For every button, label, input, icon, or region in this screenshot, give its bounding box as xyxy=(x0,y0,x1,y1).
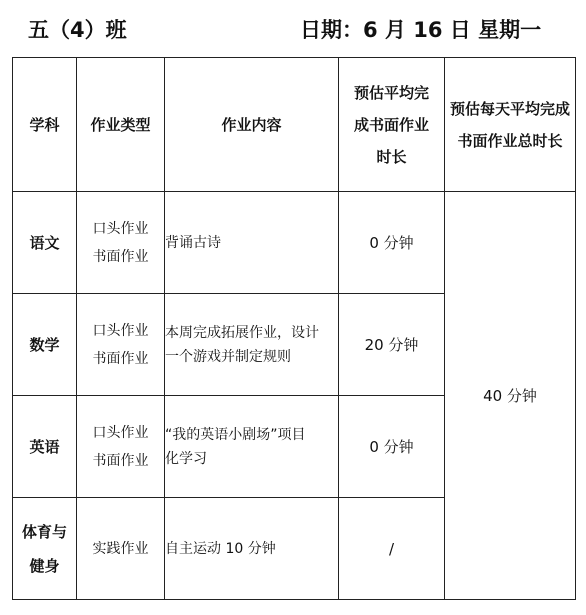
duration-cell: / xyxy=(339,498,445,600)
type-label: 书面作业 xyxy=(92,350,149,367)
content-cell xyxy=(165,192,339,294)
class-name: 五（4）班 xyxy=(28,18,127,42)
header-total-time-line: 书面作业总时长 xyxy=(457,131,563,150)
header-avg-time-line: 预估平均完 xyxy=(353,83,429,102)
header-subject: 学科 xyxy=(13,58,77,192)
duration-cell: 0 分钟 xyxy=(339,192,445,294)
date-line: 日期：6 月 16 日 星期一 xyxy=(300,18,542,42)
type-label: 口头作业 xyxy=(92,424,149,441)
subject-label: 数学 xyxy=(29,335,60,354)
header-type: 作业类型 xyxy=(77,58,165,192)
subject-label: 英语 xyxy=(29,437,60,456)
content-cell xyxy=(165,498,339,600)
page-header xyxy=(0,8,586,48)
type-label: 书面作业 xyxy=(92,452,149,469)
header-avg-time xyxy=(339,58,445,192)
total-time-cell: 40 分钟 xyxy=(445,192,576,600)
duration-cell: 20 分钟 xyxy=(339,294,445,396)
type-label: 书面作业 xyxy=(92,248,149,265)
subject-cell xyxy=(13,192,77,294)
subject-cell xyxy=(13,294,77,396)
type-label: 实践作业 xyxy=(92,540,149,557)
content-cell xyxy=(165,396,339,498)
subject-label: 健身 xyxy=(29,556,60,575)
subject-label: 体育与 xyxy=(21,522,67,541)
table-header-row xyxy=(13,58,576,192)
header-total-time xyxy=(445,58,576,192)
homework-table xyxy=(12,57,576,600)
type-cell xyxy=(77,396,165,498)
header-total-time-line: 预估每天平均完成 xyxy=(449,99,570,118)
type-cell xyxy=(77,192,165,294)
content-text: 一个游戏并制定规则 xyxy=(165,348,291,365)
content-text: 化学习 xyxy=(165,450,207,467)
type-label: 口头作业 xyxy=(92,322,149,339)
content-text: “我的英语小剧场”项目 xyxy=(165,426,306,443)
content-cell xyxy=(165,294,339,396)
type-cell xyxy=(77,498,165,600)
subject-label: 语文 xyxy=(29,233,60,252)
type-label: 口头作业 xyxy=(92,220,149,237)
subject-cell xyxy=(13,498,77,600)
duration-cell: 0 分钟 xyxy=(339,396,445,498)
table-row-chinese xyxy=(13,192,576,294)
type-cell xyxy=(77,294,165,396)
header-avg-time-line: 成书面作业 xyxy=(353,115,429,134)
header-content: 作业内容 xyxy=(165,58,339,192)
header-avg-time-line: 时长 xyxy=(376,147,407,166)
content-text: 自主运动 10 分钟 xyxy=(165,540,276,557)
content-text: 本周完成拓展作业，设计 xyxy=(165,324,319,341)
content-text: 背诵古诗 xyxy=(165,234,221,251)
subject-cell xyxy=(13,396,77,498)
